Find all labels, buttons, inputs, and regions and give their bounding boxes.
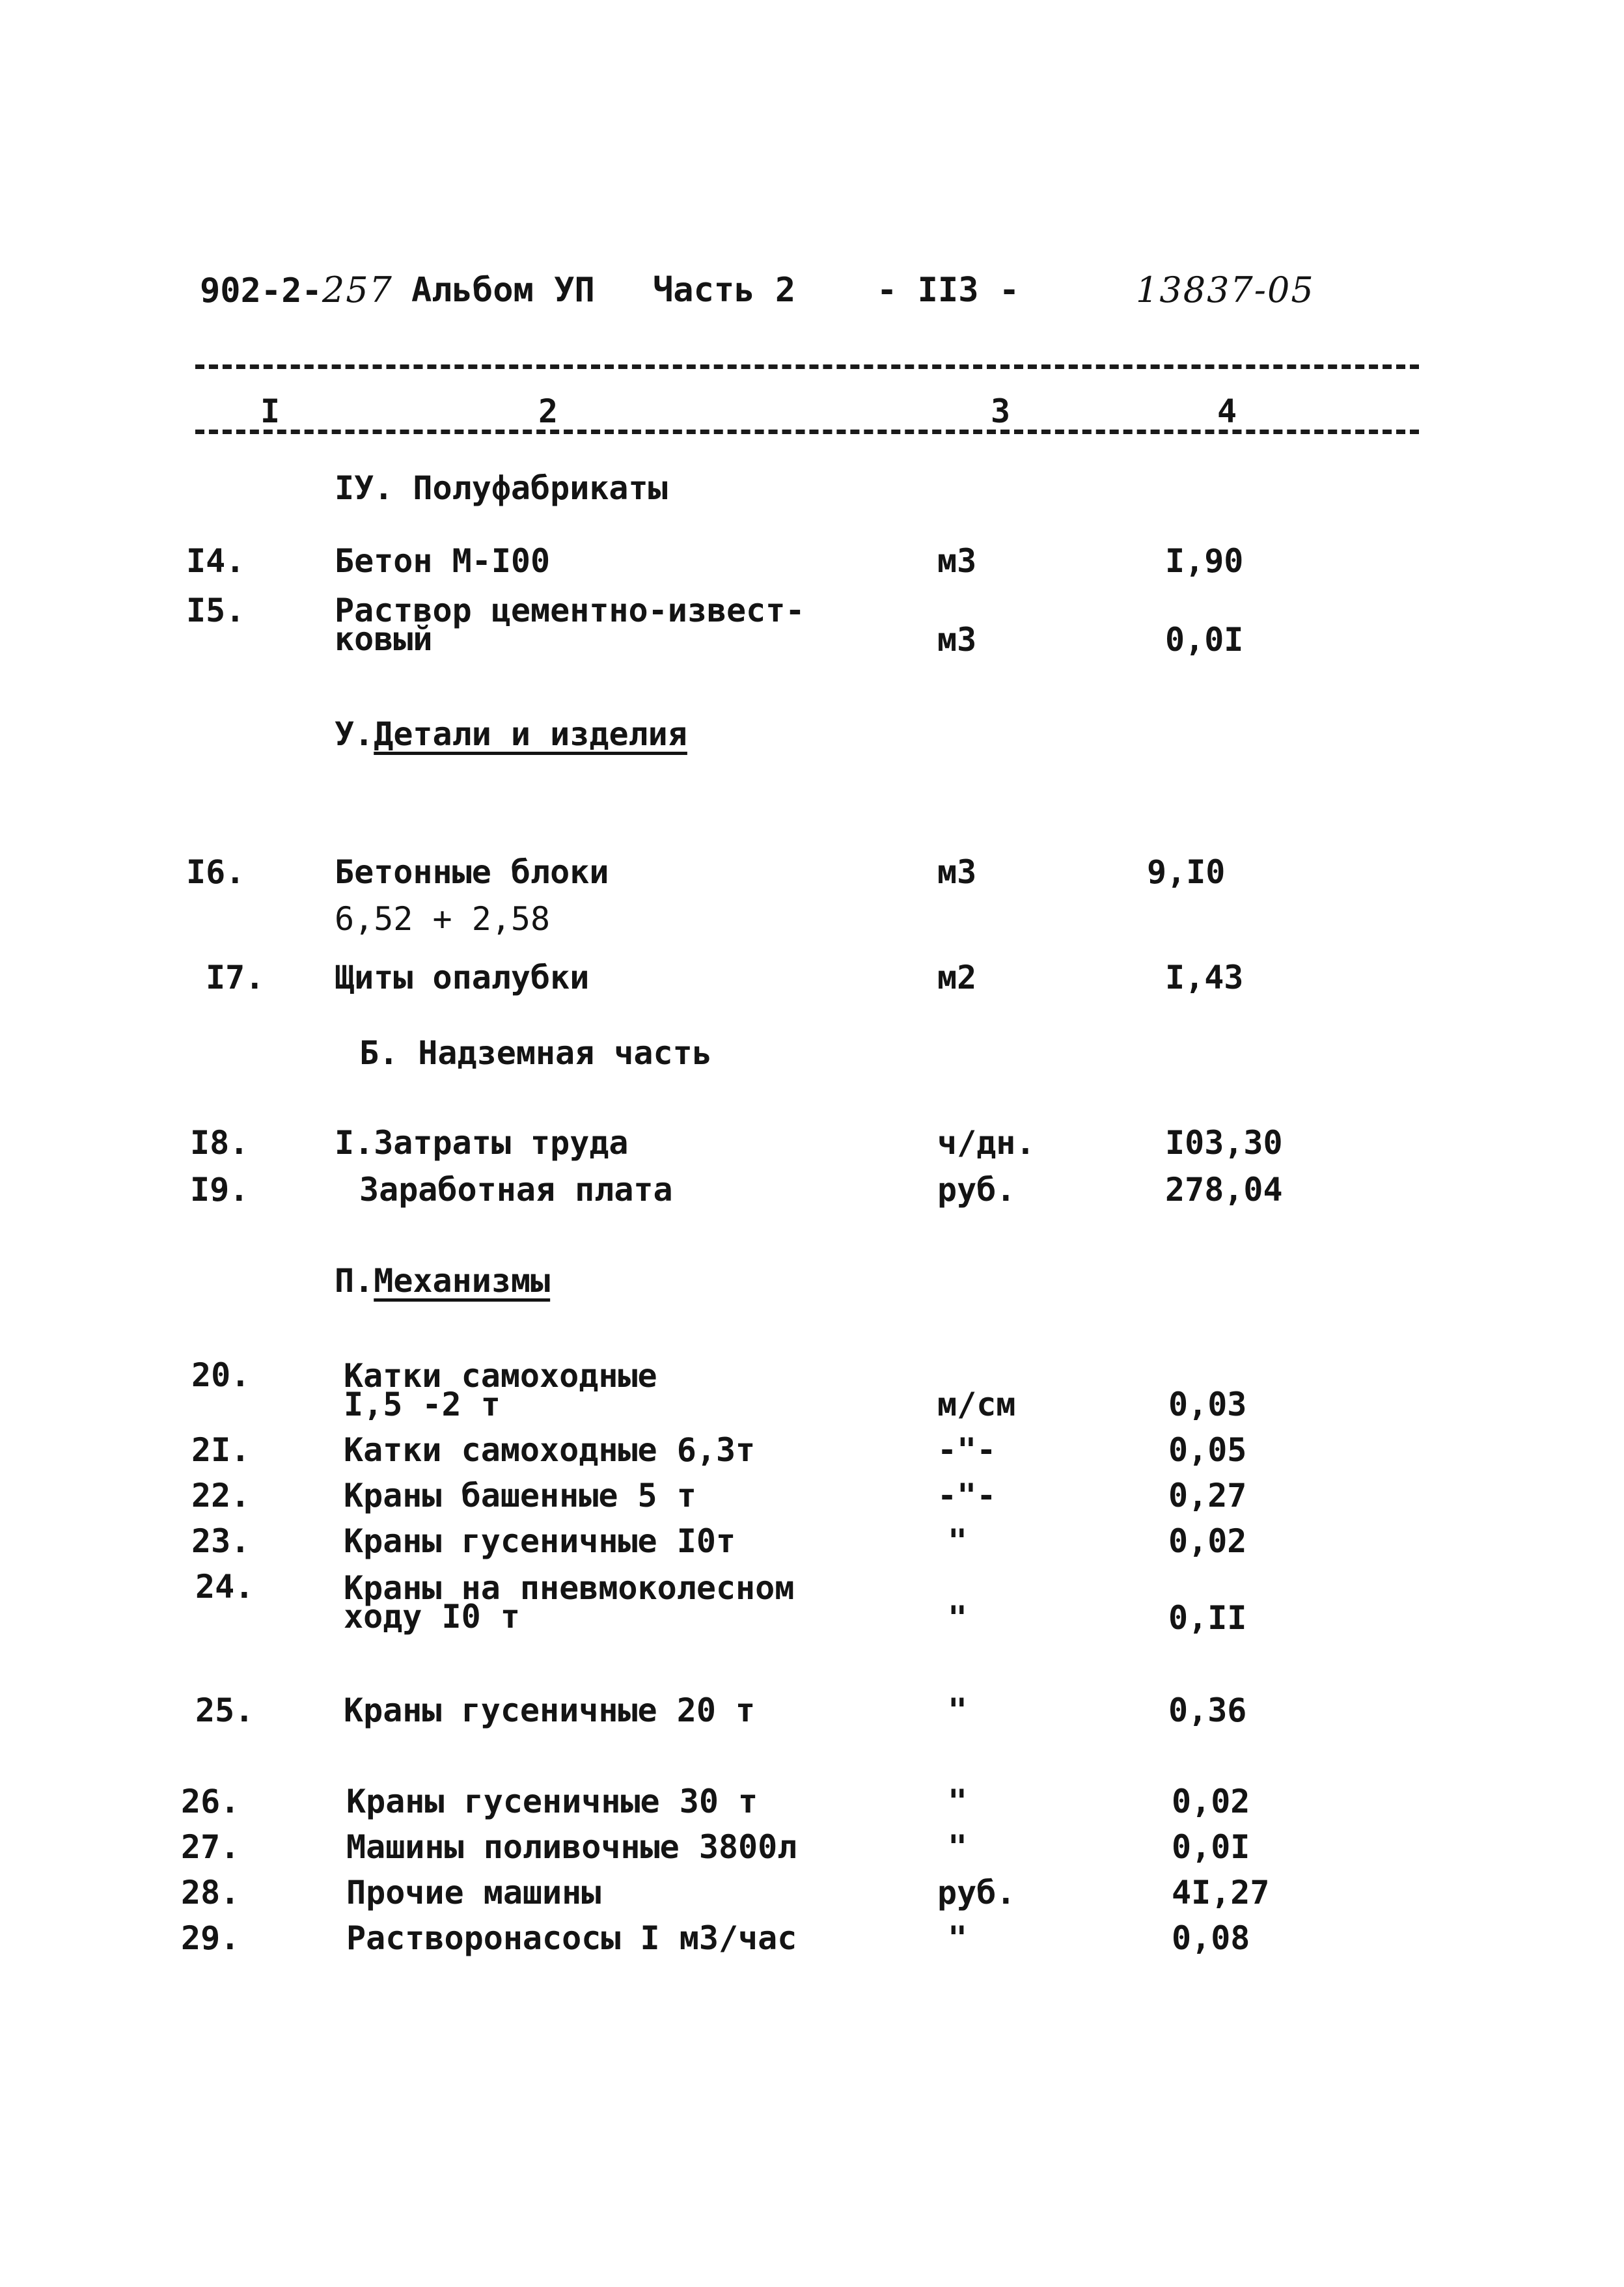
table-header-rule (195, 430, 1419, 434)
row-value: 0,03 (1168, 1386, 1247, 1423)
row-unit: " (948, 1783, 968, 1820)
row-unit: " (948, 1919, 968, 1957)
section-title: Детали и изделия (374, 715, 687, 753)
column-header-2: 2 (538, 392, 558, 430)
column-header-1: I (260, 392, 281, 430)
row-number: I4. (186, 542, 245, 580)
row-number: 23. (191, 1522, 251, 1560)
doc-code (200, 269, 393, 310)
row-name: Катки самоходные 6,3т (344, 1431, 756, 1469)
row-name: Катки самоходные (344, 1357, 657, 1395)
row-value: I,43 (1165, 959, 1244, 996)
row-unit: -"- (937, 1477, 997, 1514)
row-value: 0,36 (1168, 1691, 1247, 1729)
section-prefix: П. (335, 1262, 374, 1300)
row-unit: руб. (937, 1171, 1016, 1209)
row-number: 27. (181, 1828, 240, 1866)
page-number: - II3 - (877, 271, 1020, 310)
row-name: Краны башенные 5 т (344, 1477, 696, 1514)
row-name: Машины поливочные 3800л (346, 1828, 797, 1866)
row-name-line2: I,5 -2 т (344, 1386, 501, 1423)
row-number: 2I. (191, 1431, 251, 1469)
doc-code-handwritten: 257 (322, 269, 393, 310)
row-name: Заработная плата (359, 1171, 673, 1209)
table-top-rule (195, 364, 1419, 369)
row-name: Краны гусеничные 30 т (346, 1783, 758, 1820)
row-number: 28. (181, 1874, 240, 1911)
row-name-line2: 6,52 + 2,58 (335, 900, 551, 938)
section-title: Механизмы (374, 1262, 551, 1300)
row-unit: ч/дн. (937, 1124, 1036, 1162)
row-value: 0,0I (1165, 621, 1244, 659)
row-value: I03,30 (1165, 1124, 1283, 1162)
row-unit: -"- (937, 1431, 997, 1469)
row-number: 29. (181, 1919, 240, 1957)
row-name: Растворонасосы I м3/час (346, 1919, 797, 1957)
row-name: Щиты опалубки (335, 959, 590, 996)
row-value: 0,08 (1172, 1919, 1250, 1957)
row-value: 0,II (1168, 1599, 1247, 1637)
row-name: Бетон М-I00 (335, 542, 551, 580)
doc-code-prefix: 902-2- (200, 271, 322, 310)
row-number: I6. (186, 853, 245, 891)
row-unit: " (948, 1522, 968, 1560)
row-unit: " (948, 1599, 968, 1637)
row-value: 4I,27 (1172, 1874, 1270, 1911)
row-unit: " (948, 1691, 968, 1729)
section-heading-parts (335, 716, 687, 752)
row-number: 20. (191, 1356, 251, 1394)
doc-number-handwritten: 13837-05 (1136, 269, 1315, 310)
row-name: Раствор цементно-извест- (335, 592, 805, 629)
row-name-line2: ходу I0 т (344, 1598, 520, 1636)
row-value: 0,27 (1168, 1477, 1247, 1514)
section-heading-machinery (335, 1263, 550, 1299)
row-unit: " (948, 1828, 968, 1866)
row-name: Бетонные блоки (335, 853, 609, 891)
row-unit: м2 (937, 959, 977, 996)
column-header-3: 3 (991, 392, 1011, 430)
row-name: Краны на пневмоколесном (344, 1569, 795, 1607)
row-name: Прочие машины (346, 1874, 601, 1911)
row-number: 22. (191, 1477, 251, 1514)
row-value: 0,02 (1172, 1783, 1250, 1820)
column-header-4: 4 (1217, 392, 1237, 430)
row-number: I7. (206, 959, 265, 996)
row-value: 9,I0 (1147, 853, 1226, 891)
row-number: 24. (195, 1568, 255, 1606)
row-unit: м3 (937, 621, 977, 659)
section-heading-semifinished: ІУ. Полуфабрикаты (335, 469, 668, 507)
row-number: I8. (190, 1124, 249, 1162)
row-unit: м3 (937, 542, 977, 580)
row-name: Краны гусеничные I0т (344, 1522, 736, 1560)
row-unit: м/см (937, 1386, 1016, 1423)
row-value: 0,05 (1168, 1431, 1247, 1469)
row-name: I.Затраты труда (335, 1124, 629, 1162)
row-unit: м3 (937, 853, 977, 891)
row-name: Краны гусеничные 20 т (344, 1691, 756, 1729)
row-unit: руб. (937, 1874, 1016, 1911)
row-value: 278,04 (1165, 1171, 1283, 1209)
row-value: 0,0I (1172, 1828, 1250, 1866)
row-number: 25. (195, 1691, 255, 1729)
section-prefix: У. (335, 715, 374, 753)
row-number: I9. (190, 1171, 249, 1209)
part-label: Часть 2 (653, 271, 796, 310)
row-number: 26. (181, 1783, 240, 1820)
row-value: 0,02 (1168, 1522, 1247, 1560)
row-value: I,90 (1165, 542, 1244, 580)
section-heading-aboveground: Б. Надземная часть (359, 1034, 712, 1072)
row-number: I5. (186, 592, 245, 629)
row-name-line2: ковый (335, 620, 433, 658)
album-label: Альбом УП (411, 271, 595, 310)
